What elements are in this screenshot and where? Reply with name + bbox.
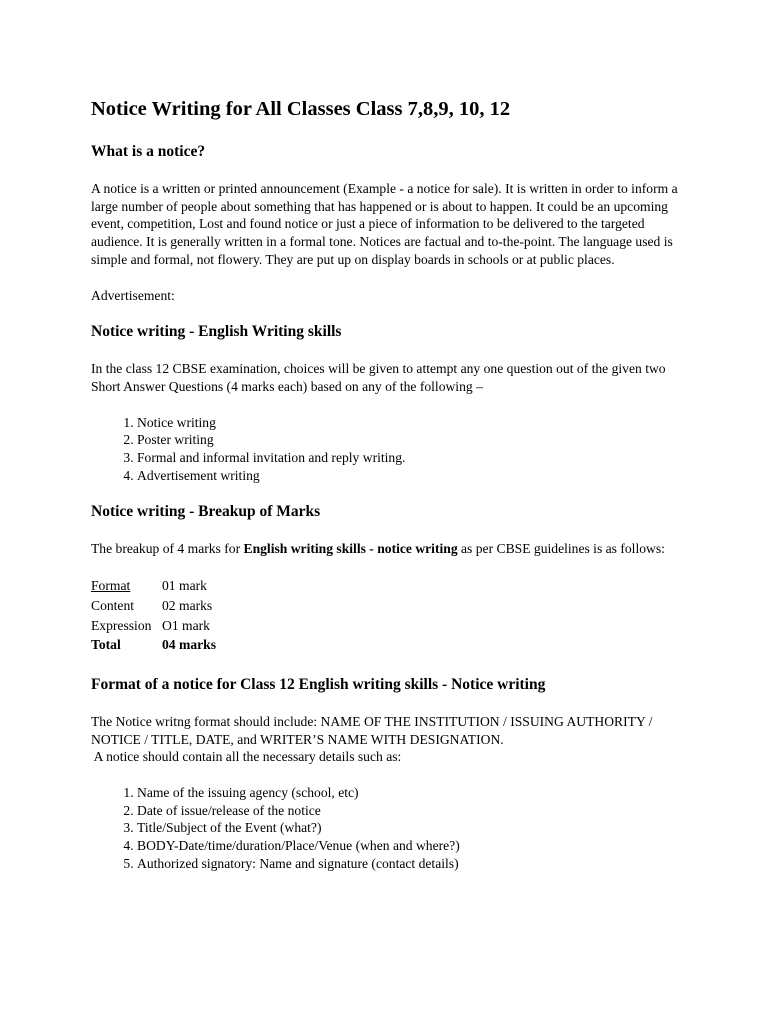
marks-table bbox=[91, 576, 216, 655]
section-heading-what-is-notice: What is a notice? bbox=[91, 143, 206, 160]
format-line-2: A notice should contain all the necessary details such as: bbox=[91, 749, 402, 765]
paragraph-cbse-choices: In the class 12 CBSE examination, choices will be given to attempt any one question out of the given two Short Answer Questions (4 marks each) based on any of the following – bbox=[91, 361, 666, 394]
section-heading-breakup-of-marks: Notice writing - Breakup of Marks bbox=[91, 503, 321, 521]
list-item: 4. BODY-Date/time/duration/Place/Venue (when and where?) bbox=[137, 837, 691, 855]
marks-label-expression: Expression bbox=[91, 617, 152, 633]
marks-intro-text: The breakup of 4 marks for bbox=[91, 541, 244, 557]
table-row bbox=[91, 616, 216, 636]
list-item: 2. Date of issue/release of the notice bbox=[137, 802, 691, 820]
list-item: 4. Advertisement writing bbox=[137, 467, 691, 485]
format-line-1: The Notice writng format should include: NAME OF THE INSTITUTION / ISSUING AUTHORITY / NOTICE / TITLE, DATE, and WRITER’S NAME WITH DESIGNATION. bbox=[91, 713, 653, 747]
table-row bbox=[91, 576, 216, 596]
marks-label-total: Total bbox=[91, 637, 121, 653]
marks-value-total: 04 marks bbox=[162, 637, 216, 653]
list-item: 3. Title/Subject of the Event (what?) bbox=[137, 819, 691, 837]
document-page bbox=[91, 96, 691, 891]
marks-value-format: 01 mark bbox=[162, 578, 207, 594]
table-row bbox=[91, 635, 216, 655]
section-heading-english-writing-skills: Notice writing - English Writing skills bbox=[91, 323, 342, 341]
paragraph-notice-format bbox=[91, 713, 691, 766]
marks-intro-bold: English writing skills - notice writing bbox=[243, 541, 458, 557]
section-heading-notice-format: Format of a notice for Class 12 English writing skills - Notice writing bbox=[91, 675, 546, 693]
writing-types-list bbox=[91, 414, 691, 485]
paragraph-marks-breakup bbox=[91, 540, 691, 558]
marks-value-content: 02 marks bbox=[162, 597, 213, 613]
marks-label-format: Format bbox=[91, 578, 131, 594]
advertisement-label: Advertisement: bbox=[91, 287, 175, 303]
list-item: 1. Name of the issuing agency (school, etc) bbox=[137, 784, 691, 802]
list-item: 5. Authorized signatory: Name and signature (contact details) bbox=[137, 855, 691, 873]
list-item: 1. Notice writing bbox=[137, 414, 691, 432]
marks-label-content: Content bbox=[91, 597, 135, 613]
list-item: 3. Formal and informal invitation and reply writing. bbox=[137, 449, 691, 467]
paragraph-notice-definition: A notice is a written or printed announcement (Example - a notice for sale). It is written in order to inform a large number of people about something that has happened or is about to happen. It could be an upcoming event, competition, Lost and found notice or just a piece of information to be delivered to the targeted audience. It is generally written in a formal tone. Notices are factual and to-the-point. The language used is simple and formal, not flowery. They are put up on display boards in schools or at public places. bbox=[91, 181, 678, 267]
notice-details-list bbox=[91, 784, 691, 873]
marks-value-expression: O1 mark bbox=[162, 617, 210, 633]
marks-intro-tail: as per CBSE guidelines is as follows: bbox=[457, 541, 665, 557]
document-title: Notice Writing for All Classes Class 7,8,9, 10, 12 bbox=[91, 98, 511, 120]
table-row bbox=[91, 596, 216, 616]
list-item: 2. Poster writing bbox=[137, 431, 691, 449]
